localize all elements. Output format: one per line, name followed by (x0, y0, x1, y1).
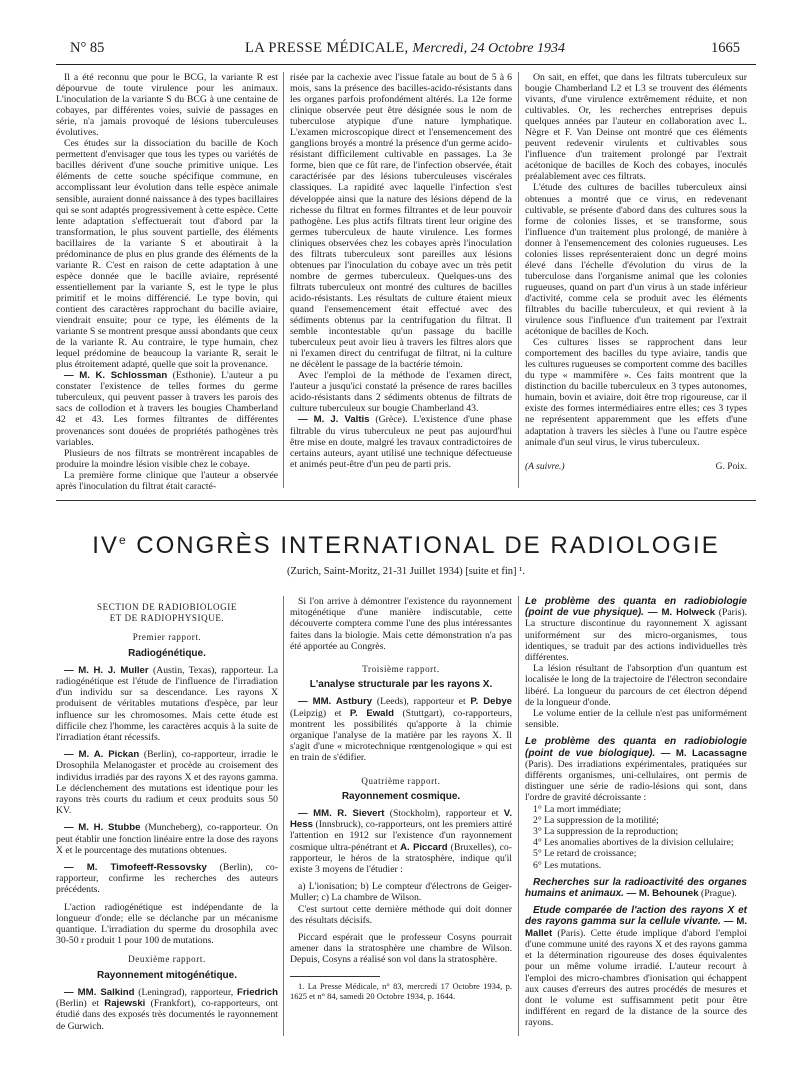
paragraph (525, 905, 747, 1028)
author-name: — M. K. Schlossman (64, 370, 168, 382)
paragraph: Avec l'emploi de la méthode de l'examen direct, l'auteur a jusqu'ici constaté la présence de rares bacilles acido-résistants dans 2 sédiments obtenus de filtrats de culture tuberculeux sur bougie Chamberland 43. (290, 370, 512, 415)
list-item: 5° Le retard de croissance; (533, 848, 637, 860)
paragraph-text: (Paris). La structure discontinue du rayonnement X agissant uniformément sur des micro-organismes, tous identiques, se traduit par des actions individuelles très différentes. (525, 607, 748, 664)
author-name: P. Ewald (349, 707, 395, 719)
top-column-1 (56, 72, 278, 492)
title-part: IV (92, 532, 119, 559)
paragraph: La première forme clinique que l'auteur a observée après l'inoculation du filtrat était caracté- (56, 469, 278, 492)
paragraph-text: (Leeds), rapporteur et (372, 696, 471, 708)
list-item: 1° La mort immédiate; (533, 803, 622, 815)
paragraph-text: (Austin, Texas), rapporteur. La radiogénétique est l'étude de l'influence de l'irradiation d'un individu sur sa descendance. Les rayons X produisent de véritables mutations d'espèce, par leur influence sur les chromosomes. Mais cette étude est difficile chez l'homme, les caractères acquis à la suite de l'irradiation étant récessifs. (56, 664, 278, 744)
paragraph: Il a été reconnu que pour le BCG, la variante R est dépourvue de toute virulence pour les animaux. L'inoculation de la variante S du BCG à une centaine de cobayes, par différentes voies, suivie de passages en série, n'a jamais provoqué de lésions tuberculeuses évolutives. (56, 72, 278, 139)
author-name: — M. H. Stubbe (64, 822, 141, 834)
paragraph-text: (Berlin), co-rapporteur, confirme les recherches des auteurs précédents. (56, 862, 278, 896)
column-divider (283, 72, 284, 488)
paragraph: L'étude des cultures de bacilles tuberculeux ainsi obtenues a montré que ce virus, en redevenant cultivable, se présente d'abord dans des cultures sous la forme de colonies lisses, et se transforme, sous l'influence d'un traitement plus prolongé, de manière à donner à l'ensemencement des colonies rugueuses. Les colonies lisses représenteraient donc un degré moins élevé dans l'échelle d'évolution du virus de la tuberculose dans l'organisme animal que les colonies rugueuses, quand on part d'un virus à un stade inférieur d'activité, comme cela se produit avec les éléments filtrables du bacille tuberculeux, et qui revient à la virulence sous l'influence d'un traitement par l'extrait acétonique de bacilles de Koch. (525, 182, 747, 338)
author-name: — M. Behounek (623, 888, 699, 900)
author-signature: G. Poix. (715, 461, 747, 472)
paragraph-text: (Muncheberg), co-rapporteur. On peut établir une fonction linéaire entre la dose des rayons X et le pourcentage des mutations obtenues. (56, 822, 278, 856)
author-name: — MM. Astbury (298, 696, 373, 708)
paragraph-text: (Stuttgart), co-rapporteurs, montrent les possibilités qu'apporte à la chimie organique l'analyse de la matière par les rayons X. Il s'agit d'une « microtechnique rœntgenologique » qui est en train de s'édifier. (290, 707, 512, 764)
author-name: — M. H. J. Muller (64, 664, 149, 676)
paragraph: Piccard espérait que le professeur Cosyns pourrait amener dans la stratosphère une chambre de Wilson. Depuis, Cosyns a réalisé son vol dans la stratosphère. (290, 932, 512, 966)
paragraph-text: (Bruxelles), co-rapporteur, le héros de la stratosphère, indique qu'il existe 3 moyens de l'étudier : (290, 841, 512, 876)
paragraph (56, 822, 278, 856)
paragraph-text: (Leipzig) et (290, 707, 350, 719)
header-rule (56, 64, 756, 65)
paragraph (290, 808, 512, 875)
issue-date: Mercredi, 24 Octobre 1934 (412, 41, 565, 56)
report-label: Premier rapport. (132, 632, 202, 643)
list-item: 4° Les anomalies abortives de la division cellulaire; (533, 837, 734, 849)
author-name: — M. J. Valtis (298, 414, 370, 426)
paragraph (525, 877, 747, 899)
paragraph (56, 370, 278, 447)
paragraph: Ces cultures lisses se rapprochent dans leur comportement des bacilles du type aviaire, tandis que les cultures rugueuses se comportent comme des bacilles du type « mammifère ». Ces faits montrent que la distinction du bacille tuberculeux en 3 types autonomes, humain, bovin et aviaire, doit être trop rigoureuse, car il existe des formes intermédiaires entre elles; ces 3 types ne représentent apparemment que les effets d'une adaptation à travers les siècles à l'une ou l'autre espèce animale d'un seul virus, le virus tuberculeux. (525, 337, 747, 448)
section-separator (56, 500, 756, 501)
paragraph-text: (Stockholm), rapporteur et (384, 808, 504, 820)
list-item: 2° La suppression de la motilité; (533, 814, 659, 826)
list-item: a) L'ionisation; b) Le compteur d'électrons de Geiger-Muller; c) La chambre de Wilson. (290, 881, 512, 904)
paragraph-text: (Prague). (698, 888, 737, 900)
bottom-column-2 (290, 596, 512, 1001)
report-label: Deuxième rapport. (128, 954, 206, 965)
paragraph-text: (Innsbruck), co-rapporteurs, ont les premiers attiré l'attention en 1912 sur l'existence d'un rayonnement cosmique ultra-pénétrant et (290, 819, 512, 853)
paragraph (290, 696, 512, 763)
to-be-continued: (A suivre.) (525, 461, 565, 472)
paragraph: L'action radiogénétique est indépendante de la longueur d'onde; elle se déclanche par un mécanisme quantique. L'irradiation du sperme du drosophila avec 30-50 r produit 1 pour 100 de mutations. (56, 901, 278, 947)
list-item: 6° Les mutations. (533, 859, 602, 871)
paragraph: La lésion résultant de l'absorption d'un quantum est localisée le long de la trajectoire de l'électron secondaire libéré. La longueur du parcours de cet électron dépend de la longueur d'onde. (525, 663, 747, 708)
author-name: — MM. Salkind (64, 986, 135, 998)
paragraph: Plusieurs de nos filtrats se montrèrent incapables de produire la moindre lésion visible chez le cobaye. (56, 447, 278, 470)
column-divider (283, 596, 284, 1036)
column-divider (518, 596, 519, 1036)
top-column-2 (290, 72, 512, 470)
paragraph-text: (Grèce). L'existence d'une phase filtrable du virus tuberculeux ne peut pas aujourd'hui être mise en doute, malgré les travaux contradictoires de certains auteurs, ayant utilisé une technique défectueuse et animés peut-être d'un peu de parti pris. (290, 414, 512, 470)
list-item: 3° La suppression de la reproduction; (533, 826, 679, 838)
top-column-3 (525, 72, 747, 473)
footnote-rule (290, 976, 380, 977)
article-signature (525, 462, 747, 473)
author-name: — M. A. Pickan (64, 749, 140, 761)
paragraph: Le volume entier de la cellule n'est pas uniformément sensible. (525, 708, 747, 731)
subsection-title: Le problème des quanta en radiobiologie (point de vue biologique). (525, 736, 747, 759)
paragraph (56, 749, 278, 816)
author-name: A. Piccard (400, 841, 448, 853)
paragraph (56, 665, 278, 743)
footnote: 1. La Presse Médicale, n° 83, mercredi 17 Octobre 1934, p. 1625 et n° 84, samedi 20 Octobre 1934, p. 1644. (290, 980, 512, 1001)
subsection-title: Etude comparée de l'action des rayons X et des rayons gamma sur la cellule vivante. (525, 905, 747, 928)
report-title: Rayonnement cosmique. (341, 790, 461, 802)
title-part: CONGRÈS INTERNATIONAL DE RADIOLOGIE (127, 532, 720, 559)
subsection-title: Recherches sur la radioactivité des organes humains et animaux. (525, 876, 747, 900)
paragraph: Ces études sur la dissociation du bacille de Koch permettent d'envisager que tous les types ou variétés de bacilles dérivent d'une souche primitive unique. Les éléments de cette souche spécifique commune, en accomplissant leur évolution dans telle espèce animale sensible, auraient donné naissance à des types bacillaires qui se sont adaptés progressivement à cette espèce. Cette lente adaptation s'effectuerait tout d'abord par la transformation, le plus souvent partielle, des éléments bacillaires de la variante S et aboutirait à la prédominance de plus en plus grande des éléments de la variante R. C'est en raison de cette adaptation à une espèce donnée que le bacille aviaire, représenté essentiellement par la variante S, est le type le plus primitif et le moins différencié. Le type bovin, qui contient des caractères rapprochant du bacille aviaire, viendrait ensuite; pour ce type, les éléments de la variante S se montrent presque aussi abondants que ceux de la variante R. Au contraire, le type humain, chez lequel prédomine de beaucoup la variante R, serait le plus étroitement adapté, quelle que soit la provenance. (56, 138, 278, 371)
paragraph (525, 736, 747, 803)
paragraph-text: (Leningrad), rapporteur, (134, 986, 237, 998)
section-heading: SECTION DE RADIOBIOLOGIE ET DE RADIOPHYSIQUE. (97, 602, 237, 624)
author-name: P. Debye (470, 696, 513, 708)
issue-number: N° 85 (70, 40, 105, 56)
column-divider (518, 72, 519, 488)
report-title: L'analyse structurale par les rayons X. (309, 679, 493, 691)
bottom-column-1 (56, 584, 278, 1032)
paragraph: C'est surtout cette dernière méthode qui doit donner des résultats décisifs. (290, 903, 512, 926)
paragraph (56, 987, 278, 1032)
author-name: V. Hess (290, 808, 512, 831)
paragraph: Si l'on arrive à démontrer l'existence du rayonnement mitogénétique d'une manière indiscutable, cette découverte comptera comme l'une des plus intéressantes faites dans la biologie. Mais cette démonstration n'a pas été apportée au Congrès. (290, 596, 512, 652)
page-number: 1665 (711, 40, 740, 56)
author-name: Friedrich (236, 986, 279, 998)
author-name: — M. Mallet (525, 916, 747, 939)
report-label: Quatrième rapport. (361, 775, 441, 786)
journal-title-line (70, 40, 740, 57)
paragraph-text: (Berlin) et (56, 998, 105, 1010)
paragraph: risée par la cachexie avec l'issue fatale au bout de 5 à 6 mois, sans la présence des bacilles-acido-résistants dans les organes parfois profondément altérés. La 12e forme clinique observée peut être désignée sous le nom de tuberculose atypique d'une nature lymphatique. L'examen microscopique direct et l'ensemencement des ganglions broyés a montré la présence d'un germe acido-résistant difficilement cultivable en passages. La 3e forme, bien que ce fût rare, de l'infection observée, était caractérisée par des lésions tuberculeuses viscérales classiques. La rapidité avec laquelle l'infection s'est développée ainsi que la nature des lésions dépend de la richesse du filtrat en formes filtrantes et de leur pouvoir pathogène. Les plus actifs filtrats tirent leur origine des germes tuberculeux de haute virulence. Les formes cliniques observées chez les cobayes après l'inoculation des filtrats tuberculeux sont pareilles aux lésions obtenues par l'inoculation du cobaye avec un très petit nombre de germes tuberculeux. Quelques-uns des filtrats tuberculeux ont montré des cultures de bacilles acido-résistants. Les résultats de culture étaient mieux quand l'ensemencement était effectué avec des sédiments obtenus par la centrifugation du filtrat. Il semble incontestable qu'un passage du bacille tuberculeux peut avoir lieu à travers les filtres alors que ni l'examen direct du centrifugat de filtrat, ni la culture ne décèlent le passage de la bactérie témoin. (290, 72, 512, 371)
author-name: Rajewski (104, 998, 146, 1010)
paragraph-text: (Paris). Cette étude implique d'abord l'emploi d'une commune unité des rayons X et des rayons gamma et la détermination rigoureuse des doses équivalentes pour un même volume irradié. L'auteur recourt à l'emploi des micro-chambres d'ionisation qui échappent aux causes d'erreurs des autres procédés de mesures et dont le volume est suffisamment petit pour être indifférent en regard de la distance de la source des rayons. (525, 927, 747, 1029)
subsection-title: Le problème des quanta en radiobiologie (point de vue physique). (525, 596, 747, 619)
paragraph-text: (Berlin), co-rapporteur, irradie le Drosophila Melanogaster et procède au croisement des individus irradiés par des rayons X et des rayons gamma. Le déclenchement des mutations est identique pour les rayons très courts du radium et ceux produits sous 50 KV. (56, 749, 278, 817)
paragraph-text: (Frankfort), co-rapporteurs, ont étudié dans des exposés très documentés le rayonnement de Gurwich. (56, 998, 278, 1032)
paragraph-text: (Esthonie). L'auteur a pu constater l'existence de telles formes du germe tuberculeux, qui peuvent passer à travers les parois des sacs de collodion et à travers les bougies Chamberland 42 et 43. Les formes filtrantes de différentes provenances sont douées de propriétés pathogènes très variables. (56, 370, 279, 448)
paragraph-text: (Paris). Des irradiations expérimentales, pratiquées sur différents organismes, uni-cellulaires, ont permis de distinguer une série de radio-lésions qui sont, dans l'ordre de gravité décroissante : (525, 758, 747, 804)
page-header (70, 40, 740, 62)
author-name: — M. Lacassagne (655, 747, 747, 759)
author-name: — M. Timofeeff-Ressovsky (64, 862, 207, 874)
title-superscript: e (118, 533, 128, 547)
bottom-column-3 (525, 596, 747, 1029)
author-name: — M. Holweck (643, 607, 716, 619)
paragraph (290, 414, 512, 469)
journal-name: LA PRESSE MÉDICALE, (245, 40, 409, 56)
report-title: Radiogénétique. (128, 647, 206, 659)
congress-subtitle: (Zurich, Saint-Moritz, 21-31 Juillet 1934) [suite et fin] ¹. (287, 566, 525, 577)
paragraph: On sait, en effet, que dans les filtrats tuberculeux sur bougie Chamberland L2 et L3 se trouvent des éléments vivants, d'une virulence extrêmement réduite, et non cultivables. Or, les recherches entreprises depuis quelques années par l'auteur en collaboration avec L. Nègre et F. Van Deinse ont montré que ces éléments peuvent redevenir virulents et cultivables sous l'influence d'un traitement prolongé par l'extrait acétonique de bacilles de Koch des cobayes, inoculés préalablement avec ces filtrats. (525, 72, 747, 183)
author-name: — MM. R. Sievert (298, 808, 385, 820)
paragraph (525, 596, 747, 663)
paragraph (56, 862, 278, 896)
report-title: Rayonnement mitogénétique. (96, 969, 237, 981)
congress-title (56, 532, 756, 560)
report-label: Troisième rapport. (362, 664, 440, 675)
